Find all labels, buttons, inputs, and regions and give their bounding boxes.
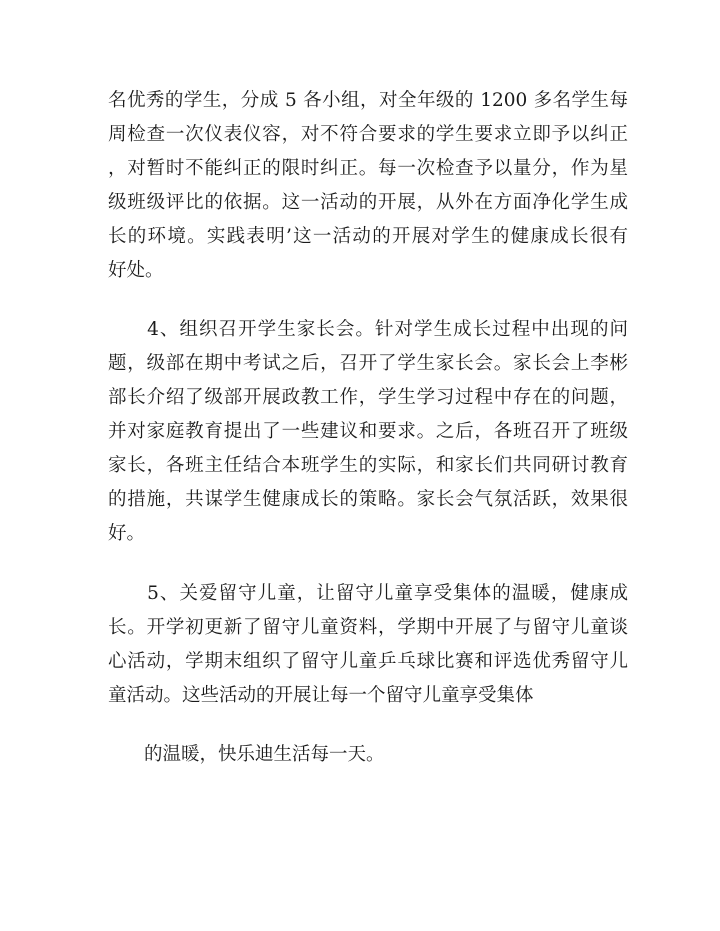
text-line: 长的环境。实践表明’这一活动的开展对学生的健康成长很有 [108, 226, 628, 247]
text-line: 的措施，共谋学生健康成长的策略。家长会气氛活跃，效果很 [108, 489, 628, 510]
text-line: 4、组织召开学生家长会。针对学生成长过程中出现的问 [108, 319, 628, 340]
text-line: 好处。 [108, 260, 164, 281]
text-line: 部长介绍了级部开展政教工作，学生学习过程中存在的问题， [108, 387, 628, 408]
paragraph-closing [144, 738, 664, 772]
text-line: 心活动，学期末组织了留守儿童乒乓球比赛和评选优秀留守儿 [108, 651, 628, 672]
paragraph-parent-meeting [108, 313, 628, 551]
text-line: ，对暂时不能纠正的限时纠正。每一次检查予以量分，作为星 [108, 158, 628, 179]
text-line: 名优秀的学生，分成 5 各小组，对全年级的 1200 多名学生每 [108, 90, 628, 111]
text-line: 家长，各班主任结合本班学生的实际，和家长们共同研讨教育 [108, 455, 628, 476]
text-line: 周检查一次仪表仪容，对不符合要求的学生要求立即予以纠正 [108, 124, 628, 145]
text-line: 好。 [108, 523, 146, 544]
text-line: 的温暖，快乐迪生活每一天。 [144, 744, 385, 765]
text-line: 童活动。这些活动的开展让每一个留守儿童享受集体 [108, 685, 534, 706]
paragraph-inspection [108, 84, 628, 288]
text-line: 题，级部在期中考试之后，召开了学生家长会。家长会上李彬 [108, 353, 628, 374]
text-line: 并对家庭教育提出了一些建议和要求。之后，各班召开了班级 [108, 421, 628, 442]
paragraph-left-behind-children [108, 577, 628, 713]
text-line: 级班级评比的依据。这一活动的开展，从外在方面净化学生成 [108, 192, 628, 213]
text-line: 长。开学初更新了留守儿童资料，学期中开展了与留守儿童谈 [108, 617, 628, 638]
text-line: 5、关爱留守儿童，让留守儿童享受集体的温暖，健康成 [108, 583, 628, 604]
